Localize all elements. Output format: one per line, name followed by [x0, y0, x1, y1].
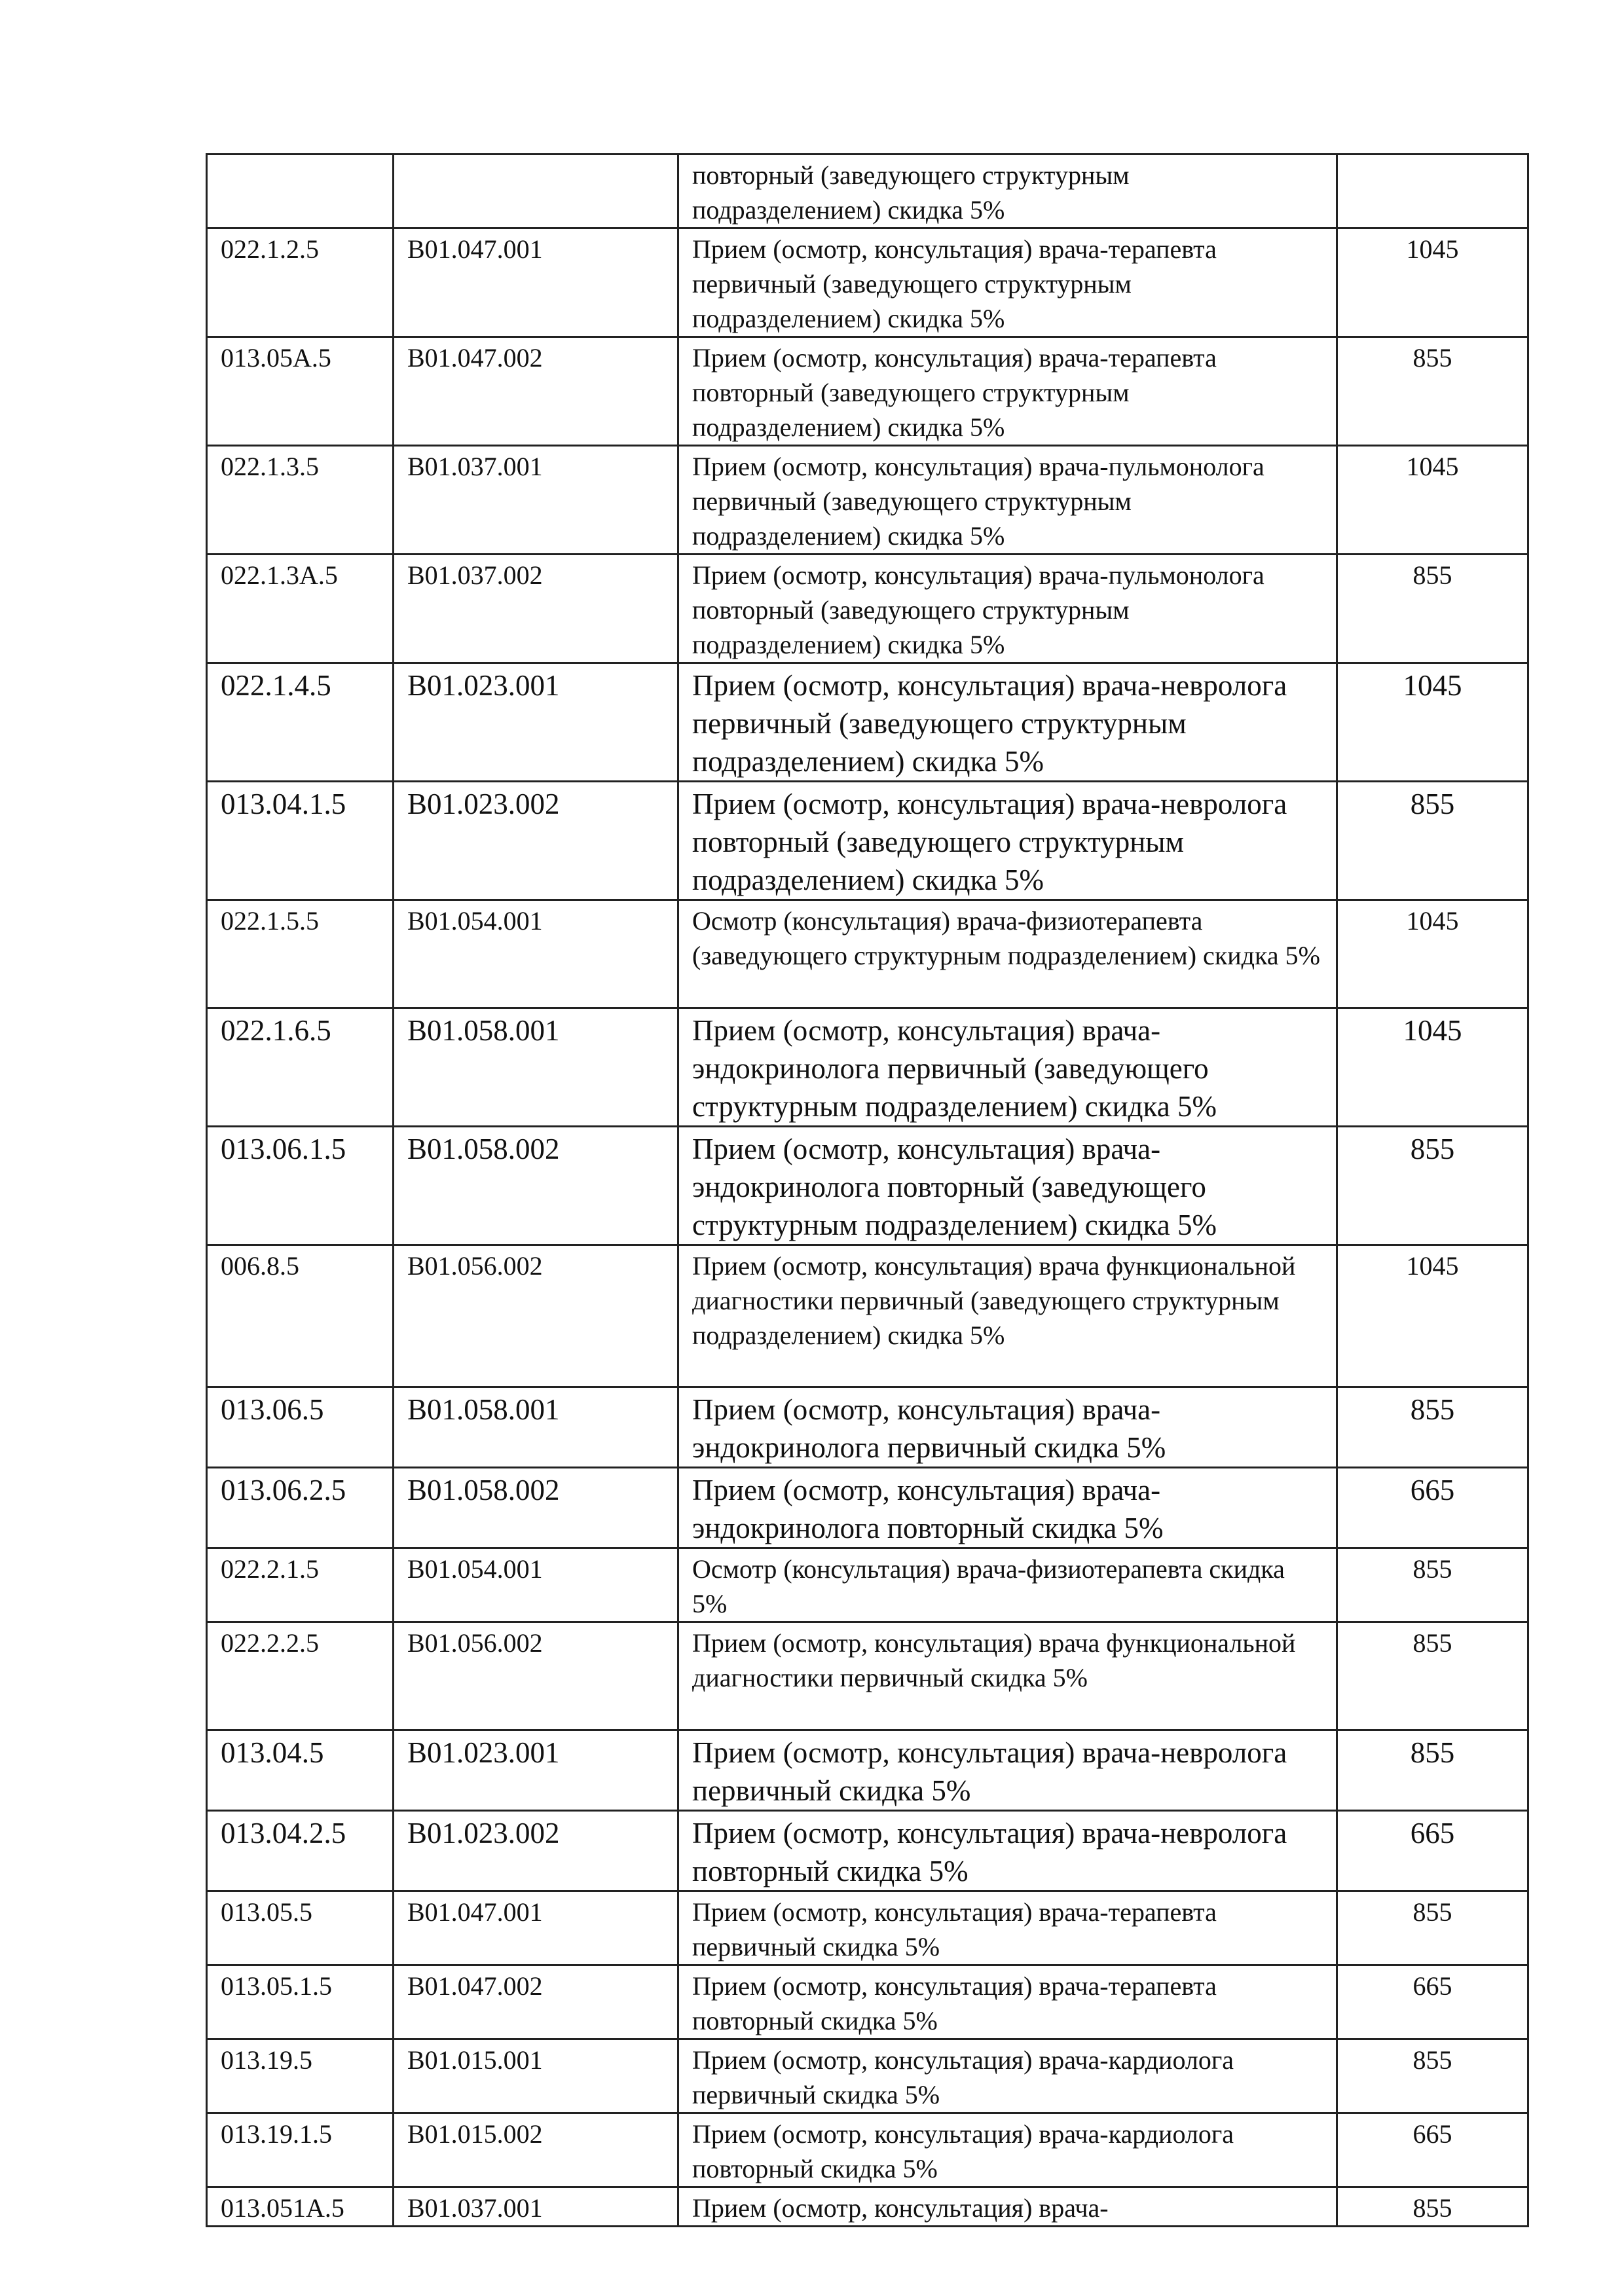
row-code-cell: 013.04.1.5 — [207, 782, 394, 900]
service-name-cell: Прием (осмотр, консультация) врача-невролога первичный (заведующего структурным подразделением) скидка 5% — [678, 663, 1337, 782]
table-row — [207, 1891, 1528, 1965]
service-code-cell: В01.047.002 — [394, 1965, 678, 2039]
table-row — [207, 2039, 1528, 2113]
service-name-cell: Осмотр (консультация) врача-физиотерапевта скидка 5% — [678, 1548, 1337, 1622]
price-cell: 855 — [1337, 1730, 1528, 1811]
service-code-cell: В01.058.001 — [394, 1008, 678, 1127]
table-row — [207, 1811, 1528, 1891]
row-code-cell: 022.1.3.5 — [207, 446, 394, 555]
table-row — [207, 1730, 1528, 1811]
service-name-cell: Прием (осмотр, консультация) врача-эндокринолога первичный скидка 5% — [678, 1387, 1337, 1468]
price-cell: 665 — [1337, 1468, 1528, 1548]
service-name-cell: Прием (осмотр, консультация) врача-кардиолога первичный скидка 5% — [678, 2039, 1337, 2113]
table-row — [207, 900, 1528, 1008]
service-code-cell: В01.058.002 — [394, 1468, 678, 1548]
row-code-cell: 013.06.2.5 — [207, 1468, 394, 1548]
service-name-cell: Прием (осмотр, консультация) врача функциональной диагностики первичный (заведующего структурным подразделением) скидка 5% — [678, 1245, 1337, 1387]
service-name-cell: повторный (заведующего структурным подразделением) скидка 5% — [678, 155, 1337, 228]
service-code-cell: В01.023.001 — [394, 1730, 678, 1811]
price-cell: 855 — [1337, 2039, 1528, 2113]
table-row — [207, 1245, 1528, 1387]
service-code-cell: В01.047.001 — [394, 228, 678, 337]
price-cell: 855 — [1337, 337, 1528, 446]
price-cell: 665 — [1337, 1811, 1528, 1891]
row-code-cell: 013.04.5 — [207, 1730, 394, 1811]
service-name-cell: Осмотр (консультация) врача-физиотерапевта (заведующего структурным подразделением) скидка 5% — [678, 900, 1337, 1008]
price-cell: 1045 — [1337, 228, 1528, 337]
price-cell: 855 — [1337, 1387, 1528, 1468]
row-code-cell: 013.06.5 — [207, 1387, 394, 1468]
table-row — [207, 1008, 1528, 1127]
row-code-cell: 013.19.1.5 — [207, 2113, 394, 2187]
price-cell: 855 — [1337, 1891, 1528, 1965]
service-name-cell: Прием (осмотр, консультация) врача-пульмонолога первичный (заведующего структурным подразделением) скидка 5% — [678, 446, 1337, 555]
table-row — [207, 1965, 1528, 2039]
service-code-cell: В01.058.002 — [394, 1127, 678, 1245]
service-code-cell: В01.056.002 — [394, 1245, 678, 1387]
service-name-cell: Прием (осмотр, консультация) врача-терапевта первичный (заведующего структурным подразделением) скидка 5% — [678, 228, 1337, 337]
table-row — [207, 446, 1528, 555]
price-cell: 855 — [1337, 1548, 1528, 1622]
service-name-cell: Прием (осмотр, консультация) врача-невролога повторный (заведующего структурным подразделением) скидка 5% — [678, 782, 1337, 900]
price-cell: 855 — [1337, 555, 1528, 663]
row-code-cell: 013.06.1.5 — [207, 1127, 394, 1245]
table-row — [207, 1387, 1528, 1468]
price-cell: 855 — [1337, 782, 1528, 900]
price-cell: 1045 — [1337, 446, 1528, 555]
table-row — [207, 2113, 1528, 2187]
service-code-cell: В01.015.002 — [394, 2113, 678, 2187]
price-cell: 1045 — [1337, 663, 1528, 782]
service-name-cell: Прием (осмотр, консультация) врача-терапевта повторный скидка 5% — [678, 1965, 1337, 2039]
table-row — [207, 155, 1528, 228]
row-code-cell: 013.05.5 — [207, 1891, 394, 1965]
row-code-cell: 022.1.3А.5 — [207, 555, 394, 663]
service-code-cell: В01.023.002 — [394, 1811, 678, 1891]
service-code-cell: В01.056.002 — [394, 1622, 678, 1730]
row-code-cell: 013.19.5 — [207, 2039, 394, 2113]
row-code-cell: 013.05.1.5 — [207, 1965, 394, 2039]
price-table — [206, 153, 1529, 2227]
service-name-cell: Прием (осмотр, консультация) врача-эндокринолога первичный (заведующего структурным подразделением) скидка 5% — [678, 1008, 1337, 1127]
price-cell: 1045 — [1337, 1008, 1528, 1127]
service-code-cell: В01.023.001 — [394, 663, 678, 782]
table-row — [207, 782, 1528, 900]
row-code-cell: 013.04.2.5 — [207, 1811, 394, 1891]
row-code-cell — [207, 155, 394, 228]
row-code-cell: 013.05А.5 — [207, 337, 394, 446]
table-row — [207, 228, 1528, 337]
table-row — [207, 1127, 1528, 1245]
service-name-cell: Прием (осмотр, консультация) врача-невролога повторный скидка 5% — [678, 1811, 1337, 1891]
table-row — [207, 337, 1528, 446]
price-table-body — [207, 155, 1528, 2227]
service-code-cell: В01.047.002 — [394, 337, 678, 446]
price-cell: 1045 — [1337, 1245, 1528, 1387]
price-cell: 855 — [1337, 1127, 1528, 1245]
table-row — [207, 1468, 1528, 1548]
service-code-cell: В01.023.002 — [394, 782, 678, 900]
row-code-cell: 022.2.1.5 — [207, 1548, 394, 1622]
price-cell: 665 — [1337, 1965, 1528, 2039]
service-code-cell: В01.015.001 — [394, 2039, 678, 2113]
table-row — [207, 1548, 1528, 1622]
row-code-cell: 022.1.6.5 — [207, 1008, 394, 1127]
service-code-cell: В01.037.001 — [394, 446, 678, 555]
service-code-cell: В01.047.001 — [394, 1891, 678, 1965]
service-code-cell — [394, 155, 678, 228]
service-name-cell: Прием (осмотр, консультация) врача-терапевта повторный (заведующего структурным подразделением) скидка 5% — [678, 337, 1337, 446]
service-name-cell: Прием (осмотр, консультация) врача-кардиолога повторный скидка 5% — [678, 2113, 1337, 2187]
table-row — [207, 1622, 1528, 1730]
row-code-cell: 022.2.2.5 — [207, 1622, 394, 1730]
row-code-cell: 022.1.5.5 — [207, 900, 394, 1008]
row-code-cell: 006.8.5 — [207, 1245, 394, 1387]
service-code-cell: В01.054.001 — [394, 900, 678, 1008]
price-cell: 1045 — [1337, 900, 1528, 1008]
service-name-cell: Прием (осмотр, консультация) врача функциональной диагностики первичный скидка 5% — [678, 1622, 1337, 1730]
row-code-cell: 022.1.4.5 — [207, 663, 394, 782]
table-row — [207, 555, 1528, 663]
price-cell: 855 — [1337, 2187, 1528, 2227]
table-row — [207, 2187, 1528, 2227]
row-code-cell: 022.1.2.5 — [207, 228, 394, 337]
price-cell: 665 — [1337, 2113, 1528, 2187]
price-cell: 855 — [1337, 1622, 1528, 1730]
service-code-cell: В01.037.002 — [394, 555, 678, 663]
row-code-cell: 013.051А.5 — [207, 2187, 394, 2227]
service-code-cell: В01.058.001 — [394, 1387, 678, 1468]
price-cell — [1337, 155, 1528, 228]
service-name-cell: Прием (осмотр, консультация) врача- — [678, 2187, 1337, 2227]
service-code-cell: В01.037.001 — [394, 2187, 678, 2227]
service-name-cell: Прием (осмотр, консультация) врача-пульмонолога повторный (заведующего структурным подразделением) скидка 5% — [678, 555, 1337, 663]
service-name-cell: Прием (осмотр, консультация) врача-терапевта первичный скидка 5% — [678, 1891, 1337, 1965]
service-name-cell: Прием (осмотр, консультация) врача-эндокринолога повторный скидка 5% — [678, 1468, 1337, 1548]
service-name-cell: Прием (осмотр, консультация) врача-эндокринолога повторный (заведующего структурным подразделением) скидка 5% — [678, 1127, 1337, 1245]
service-name-cell: Прием (осмотр, консультация) врача-невролога первичный скидка 5% — [678, 1730, 1337, 1811]
service-code-cell: В01.054.001 — [394, 1548, 678, 1622]
table-row — [207, 663, 1528, 782]
